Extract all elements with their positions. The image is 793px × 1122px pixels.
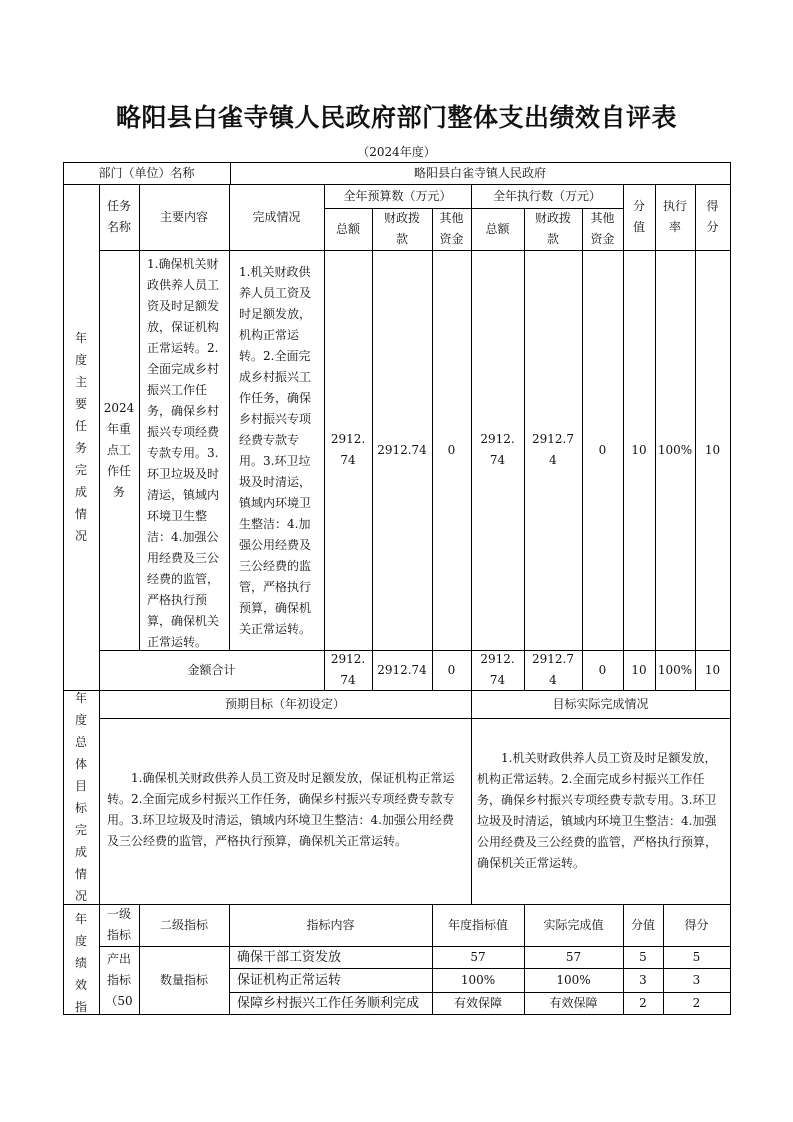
- sum-exec-other: 0: [598, 662, 607, 677]
- header-indicator-content: 指标内容: [306, 917, 355, 932]
- header-actual-value: 实际完成值: [543, 917, 604, 932]
- task-content: 1.确保机关财政供养人员工资及时足额发放，保证机构正常运转。2.全面完成乡村振兴工作任务，确保乡村振兴专项经费专款专用。3.环卫垃圾及时清运，镇域内环境卫生整洁：4.加强公用经费及三公经费的监管，严格执行预算，确保机关正常运转。: [147, 257, 220, 649]
- grid-line: [582, 208, 583, 690]
- sum-exec-rate: 100%: [657, 662, 693, 677]
- header-level1: 一级 指标: [106, 907, 131, 942]
- header-budget-group: 全年预算数（万元）: [343, 188, 452, 203]
- grid-line: [229, 968, 731, 969]
- task-completion: 1.机关财政供养人员工资及时足额发放，机构正常运转。2.全面完成乡村振兴工作任务，确保乡村振兴专项经费专款专用。3.环卫垃圾及时清运，镇域内环境卫生整洁：4.加强公用经费及三公经费的监管，严格执行预算，确保机关正常运转。: [239, 265, 312, 636]
- grid-line: [229, 992, 731, 993]
- sum-label: 金额合计: [187, 662, 236, 677]
- sum-budget-fiscal: 2912.74: [377, 662, 427, 677]
- expected-goal-text: 1.确保机关财政供养人员工资及时足额发放，保证机构正常运转。2.全面完成乡村振兴工作任务，确保乡村振兴专项经费专款专用。3.环卫垃圾及时清运，镇域内环境卫生整洁：4.加强公用经费及三公经费的监管，严格执行预算，确保机关正常运转。: [107, 771, 455, 848]
- header-indicator-score-value: 分值: [630, 917, 655, 932]
- exec-other: 0: [598, 442, 607, 457]
- grid-line: [63, 184, 731, 185]
- indicator-row-score: 3: [692, 972, 701, 987]
- budget-fiscal: 2912.74: [377, 442, 427, 457]
- header-main-content: 主要内容: [159, 209, 208, 224]
- header-exec-fiscal: 财政拨 款: [534, 211, 571, 246]
- exec-rate: 100%: [657, 442, 693, 457]
- dept-label: 部门（单位）名称: [98, 165, 195, 180]
- sum-budget-other: 0: [447, 662, 456, 677]
- grid-line: [471, 184, 472, 904]
- exec-fiscal: 2912.74: [532, 432, 574, 467]
- grid-line: [663, 904, 664, 1014]
- indicator-row-actual: 100%: [556, 972, 591, 987]
- grid-line: [139, 184, 140, 650]
- level1-value: 产出 指标 （50: [105, 952, 133, 1008]
- indicator-row-content: 保障乡村振兴工作任务顺利完成: [237, 995, 420, 1011]
- grid-line: [524, 904, 525, 1014]
- indicator-row-annual: 有效保障: [453, 995, 502, 1010]
- indicator-row-actual: 57: [565, 949, 582, 964]
- header-indicator-score: 得分: [684, 917, 709, 932]
- actual-goal-text: 1.机关财政供养人员工资及时足额发放，机构正常运转。2.全面完成乡村振兴工作任务，确保乡村振兴专项经费专款专用。3.环卫垃圾及时清运，镇域内环境卫生整洁：4.加强公用经费及三公经费的监管，严格执行预算，确保机关正常运转。: [477, 751, 718, 870]
- budget-total: 2912.74: [330, 432, 366, 467]
- header-level2: 二级指标: [159, 917, 208, 932]
- grid-line: [139, 904, 140, 1014]
- grid-line: [229, 184, 230, 650]
- section2-label: 年 度 总 体 目 标 完 成 情 况: [74, 691, 87, 903]
- page-title: 略阳县白雀寺镇人民政府部门整体支出绩效自评表: [115, 103, 677, 132]
- header-annual-value: 年度指标值: [447, 917, 508, 932]
- section1-label: 年 度 主 要 任 务 完 成 情 况: [74, 331, 87, 543]
- score: 10: [704, 442, 721, 457]
- grid-line: [432, 904, 433, 1014]
- grid-line: [99, 946, 731, 947]
- grid-line: [99, 718, 731, 719]
- grid-line: [63, 904, 731, 905]
- header-budget-other: 其他 资金: [439, 211, 464, 246]
- indicator-row-annual: 100%: [460, 972, 496, 987]
- expected-goal-header: 预期目标（年初设定）: [224, 696, 345, 711]
- indicator-row-score: 2: [692, 995, 701, 1010]
- grid-line: [99, 650, 731, 651]
- table-border: [63, 162, 64, 1015]
- header-budget-total: 总额: [335, 221, 360, 236]
- grid-line: [524, 208, 525, 690]
- actual-goal-header: 目标实际完成情况: [552, 696, 649, 711]
- indicator-row-content: 保证机构正常运转: [237, 972, 342, 988]
- grid-line: [623, 184, 624, 690]
- indicator-row-value: 3: [639, 972, 647, 987]
- header-budget-fiscal: 财政拨 款: [383, 211, 420, 246]
- header-task-name: 任务 名称: [106, 199, 131, 234]
- grid-line: [655, 184, 656, 690]
- dept-value: 略阳县白雀寺镇人民政府: [413, 165, 546, 180]
- grid-line: [99, 250, 731, 251]
- grid-line: [324, 184, 325, 690]
- grid-line: [99, 184, 100, 1014]
- section3-label: 年 度 绩 效 指: [74, 912, 87, 1014]
- exec-total: 2912.74: [480, 432, 515, 467]
- indicator-row-value: 5: [639, 949, 647, 964]
- table-border: [730, 162, 731, 1015]
- grid-line: [230, 162, 231, 184]
- year-subtitle: （2024年度）: [357, 145, 436, 159]
- level2-value: 数量指标: [159, 972, 208, 987]
- sum-score: 10: [704, 662, 721, 677]
- table-border: [63, 1014, 731, 1015]
- grid-line: [372, 208, 373, 690]
- sum-exec-total: 2912.74: [480, 652, 515, 687]
- grid-line: [432, 208, 433, 690]
- budget-other: 0: [447, 442, 456, 457]
- header-exec-total: 总额: [485, 221, 510, 236]
- indicator-row-content: 确保干部工资发放: [237, 949, 342, 965]
- header-score: 得 分: [706, 199, 719, 234]
- header-exec-group: 全年执行数（万元）: [492, 188, 601, 203]
- header-exec-rate: 执行 率: [662, 199, 687, 234]
- indicator-row-annual: 57: [470, 949, 486, 964]
- sum-score-value: 10: [631, 662, 647, 677]
- table-border: [63, 162, 731, 163]
- header-completion: 完成情况: [252, 209, 301, 224]
- grid-line: [324, 208, 623, 209]
- indicator-row-actual: 有效保障: [549, 995, 598, 1010]
- indicator-row-score: 5: [692, 949, 701, 964]
- grid-line: [229, 904, 230, 1014]
- indicator-row-value: 2: [639, 995, 647, 1010]
- task-name: 2024 年重 点工 作任 务: [103, 400, 135, 499]
- grid-line: [63, 690, 731, 691]
- sum-budget-total: 2912.74: [330, 652, 366, 687]
- header-score-value: 分 值: [632, 199, 645, 234]
- sum-exec-fiscal: 2912.74: [532, 652, 574, 687]
- score-value: 10: [631, 442, 647, 457]
- grid-line: [623, 904, 624, 1014]
- grid-line: [695, 184, 696, 690]
- header-exec-other: 其他 资金: [590, 211, 615, 246]
